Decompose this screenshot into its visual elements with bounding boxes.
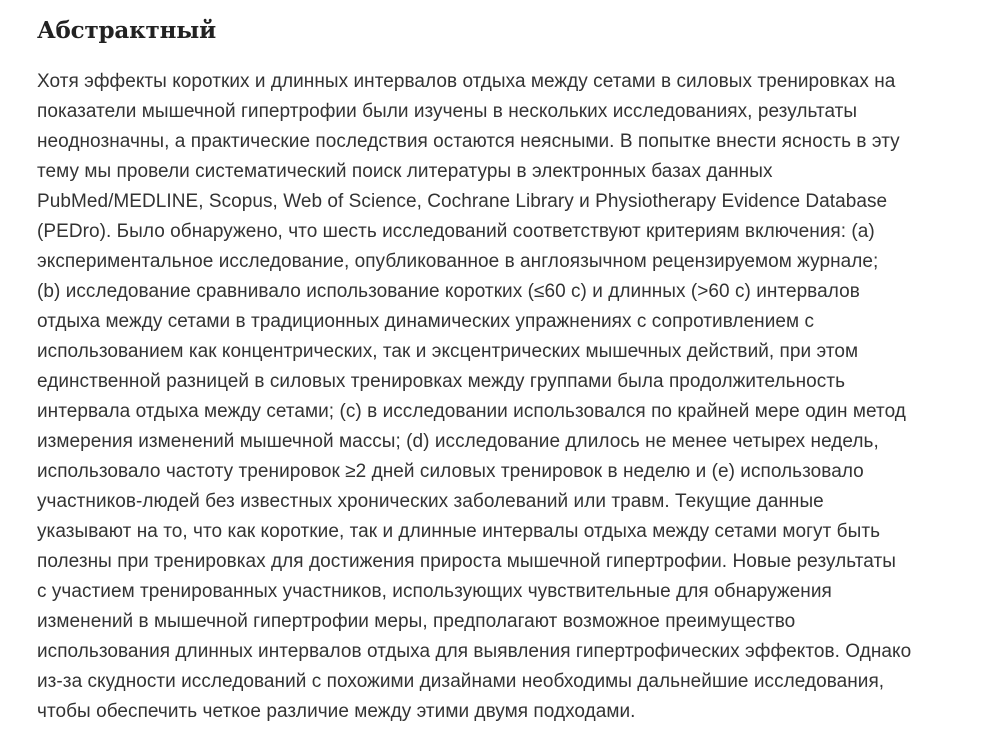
section-heading: Абстрактный [37,17,216,44]
article-abstract-section [37,14,947,727]
abstract-paragraph: Хотя эффекты коротких и длинных интервалов отдыха между сетами в силовых тренировках на показатели мышечной гипертрофии были изучены в нескольких исследованиях, результаты неоднозначны, а практические последствия остаются неясными. В попытке внести ясность в эту тему мы провели систематический поиск литературы в электронных базах данных PubMed/MEDLINE, Scopus, Web of Science, Cochrane Library и Physiotherapy Evidence Database (PEDro). Было обнаружено, что шесть исследований соответствуют критериям включения: (a) экспериментальное исследование, опубликованное в англоязычном рецензируемом журнале; (b) исследование сравнивало использование коротких (≤60 с) и длинных (>60 с) интервалов отдыха между сетами в традиционных динамических упражнениях с сопротивлением с использованием как концентрических, так и эксцентрических мышечных действий, при этом единственной разницей в силовых тренировках между группами была продолжительность интервала отдыха между сетами; (c) в исследовании использовался по крайней мере один метод измерения изменений мышечной массы; (d) исследование длилось не менее четырех недель, использовало частоту тренировок ≥2 дней силовых тренировок в неделю и (e) использовало участников-людей без известных хронических заболеваний или травм. Текущие данные указывают на то, что как короткие, так и длинные интервалы отдыха между сетами могут быть полезны при тренировках для достижения прироста мышечной гипертрофии. Новые результаты с участием тренированных участников, использующих чувствительные для обнаружения изменений в мышечной гипертрофии меры, предполагают возможное преимущество использования длинных интервалов отдыха для выявления гипертрофических эффектов. Однако из-за скудности исследований с похожими дизайнами необходимы дальнейшие исследования, чтобы обеспечить четкое различие между этими двумя подходами. [37,71,912,722]
